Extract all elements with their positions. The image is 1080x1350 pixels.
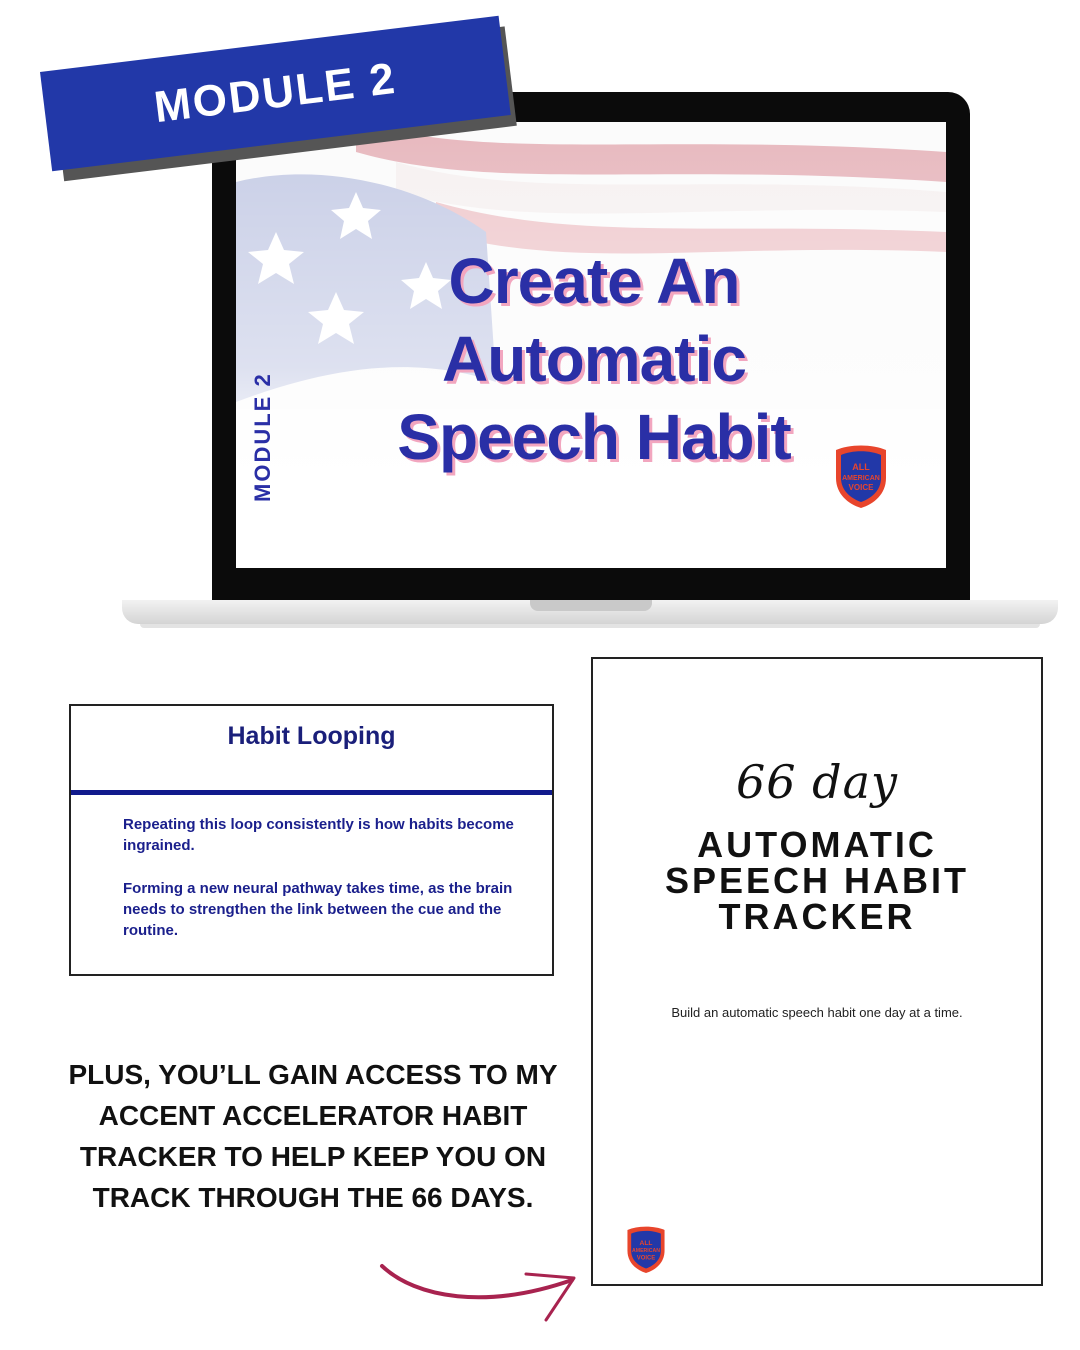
habit-card-paragraph-2: Forming a new neural pathway takes time, as the brain needs to strengthen the link between the cue and the routine. xyxy=(123,880,513,939)
module-banner-label: MODULE 2 xyxy=(151,53,400,133)
tracker-heading xyxy=(593,824,1041,937)
tracker-heading-line-2: SPEECH HABIT xyxy=(664,860,970,901)
habit-card-title: Habit Looping xyxy=(227,722,396,750)
laptop-shadow xyxy=(140,624,1040,628)
svg-text:AMERICAN: AMERICAN xyxy=(842,475,880,482)
slide-title xyxy=(314,242,874,476)
slide-title-line-3: Speech Habit xyxy=(397,401,791,473)
slide-title-line-1: Create An xyxy=(448,245,740,317)
tracker-logo xyxy=(623,1225,669,1275)
habit-card-paragraph-1: Repeating this loop consistently is how habits become ingrained. xyxy=(123,816,514,854)
slide-title-line-2: Automatic xyxy=(442,323,746,395)
curved-arrow-icon xyxy=(376,1258,586,1338)
tracker-heading-line-3: TRACKER xyxy=(718,896,916,937)
habit-tracker-page xyxy=(591,657,1043,1286)
svg-text:ALL: ALL xyxy=(852,462,870,472)
tracker-script-title: 66 day xyxy=(735,755,898,809)
laptop-display xyxy=(236,122,946,568)
tracker-subtitle: Build an automatic speech habit one day at a time. xyxy=(671,1005,963,1020)
svg-text:AMERICAN: AMERICAN xyxy=(632,1248,660,1255)
tracker-heading-line-1: AUTOMATIC xyxy=(697,824,937,865)
slide-vertical-label: MODULE 2 xyxy=(250,372,275,502)
laptop-notch xyxy=(530,600,652,611)
svg-text:VOICE: VOICE xyxy=(848,483,874,492)
habit-card-divider xyxy=(71,790,552,795)
svg-text:VOICE: VOICE xyxy=(636,1255,656,1262)
all-american-voice-logo xyxy=(830,444,892,510)
svg-text:ALL: ALL xyxy=(639,1239,653,1247)
habit-looping-card xyxy=(69,704,554,976)
promo-text: PLUS, YOU’LL GAIN ACCESS TO MY ACCENT ACCELERATOR HABIT TRACKER TO HELP KEEP YOU ON TRACK THROUGH THE 66 DAYS. xyxy=(68,1059,558,1213)
